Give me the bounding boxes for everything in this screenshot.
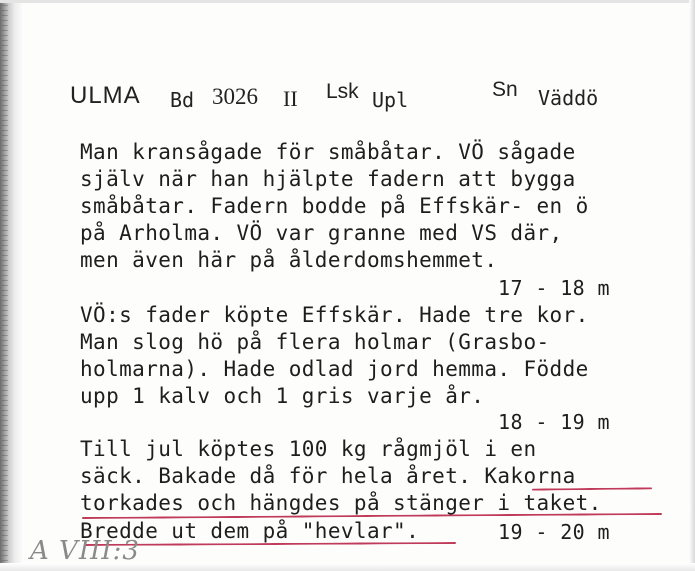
text-line: Till jul köptes 100 kg rågmjöl i en xyxy=(80,437,537,461)
text-line: VÖ:s fader köpte Effskär. Hade tre kor. xyxy=(80,303,589,327)
page-reference: 18 - 19 m xyxy=(498,410,610,434)
parish-label: Sn xyxy=(492,78,518,101)
text-line: på Arholma. VÖ var granne med VS där, xyxy=(80,221,563,245)
text-line: säck. Bakade då för hela året. Kakorna xyxy=(80,464,576,488)
pencil-annotation: A VIII:3 xyxy=(30,536,140,566)
text-line: Bredde ut dem på "hevlar". xyxy=(80,519,420,543)
lsk-label: Lsk xyxy=(326,80,359,103)
text-line: själv när han hjälpte fadern att bygga xyxy=(80,167,576,191)
text-line: Man kransågade för småbåtar. VÖ sågade xyxy=(80,140,576,164)
text-line: Man slog hö på flera holmar (Grasbo- xyxy=(80,330,550,354)
page-reference: 17 - 18 m xyxy=(498,276,610,300)
archive-name: ULMA xyxy=(70,82,141,109)
text-line: upp 1 kalv och 1 gris varje år. xyxy=(80,384,485,408)
page-reference: 19 - 20 m xyxy=(498,520,610,544)
text-line: holmarna). Hade odlad jord hemma. Födde xyxy=(80,357,589,381)
text-line: småbåtar. Fadern bodde på Effskär- en ö xyxy=(80,194,589,218)
text-line: torkades och hängdes på stänger i taket. xyxy=(80,491,602,515)
parish-name: Väddö xyxy=(538,86,599,110)
province: Upl xyxy=(372,88,409,112)
text-line: men även här på ålderdomshemmet. xyxy=(80,248,498,272)
volume-label: Bd xyxy=(170,88,195,112)
record-number: 3026 xyxy=(212,84,258,109)
record-part: II xyxy=(283,86,298,111)
